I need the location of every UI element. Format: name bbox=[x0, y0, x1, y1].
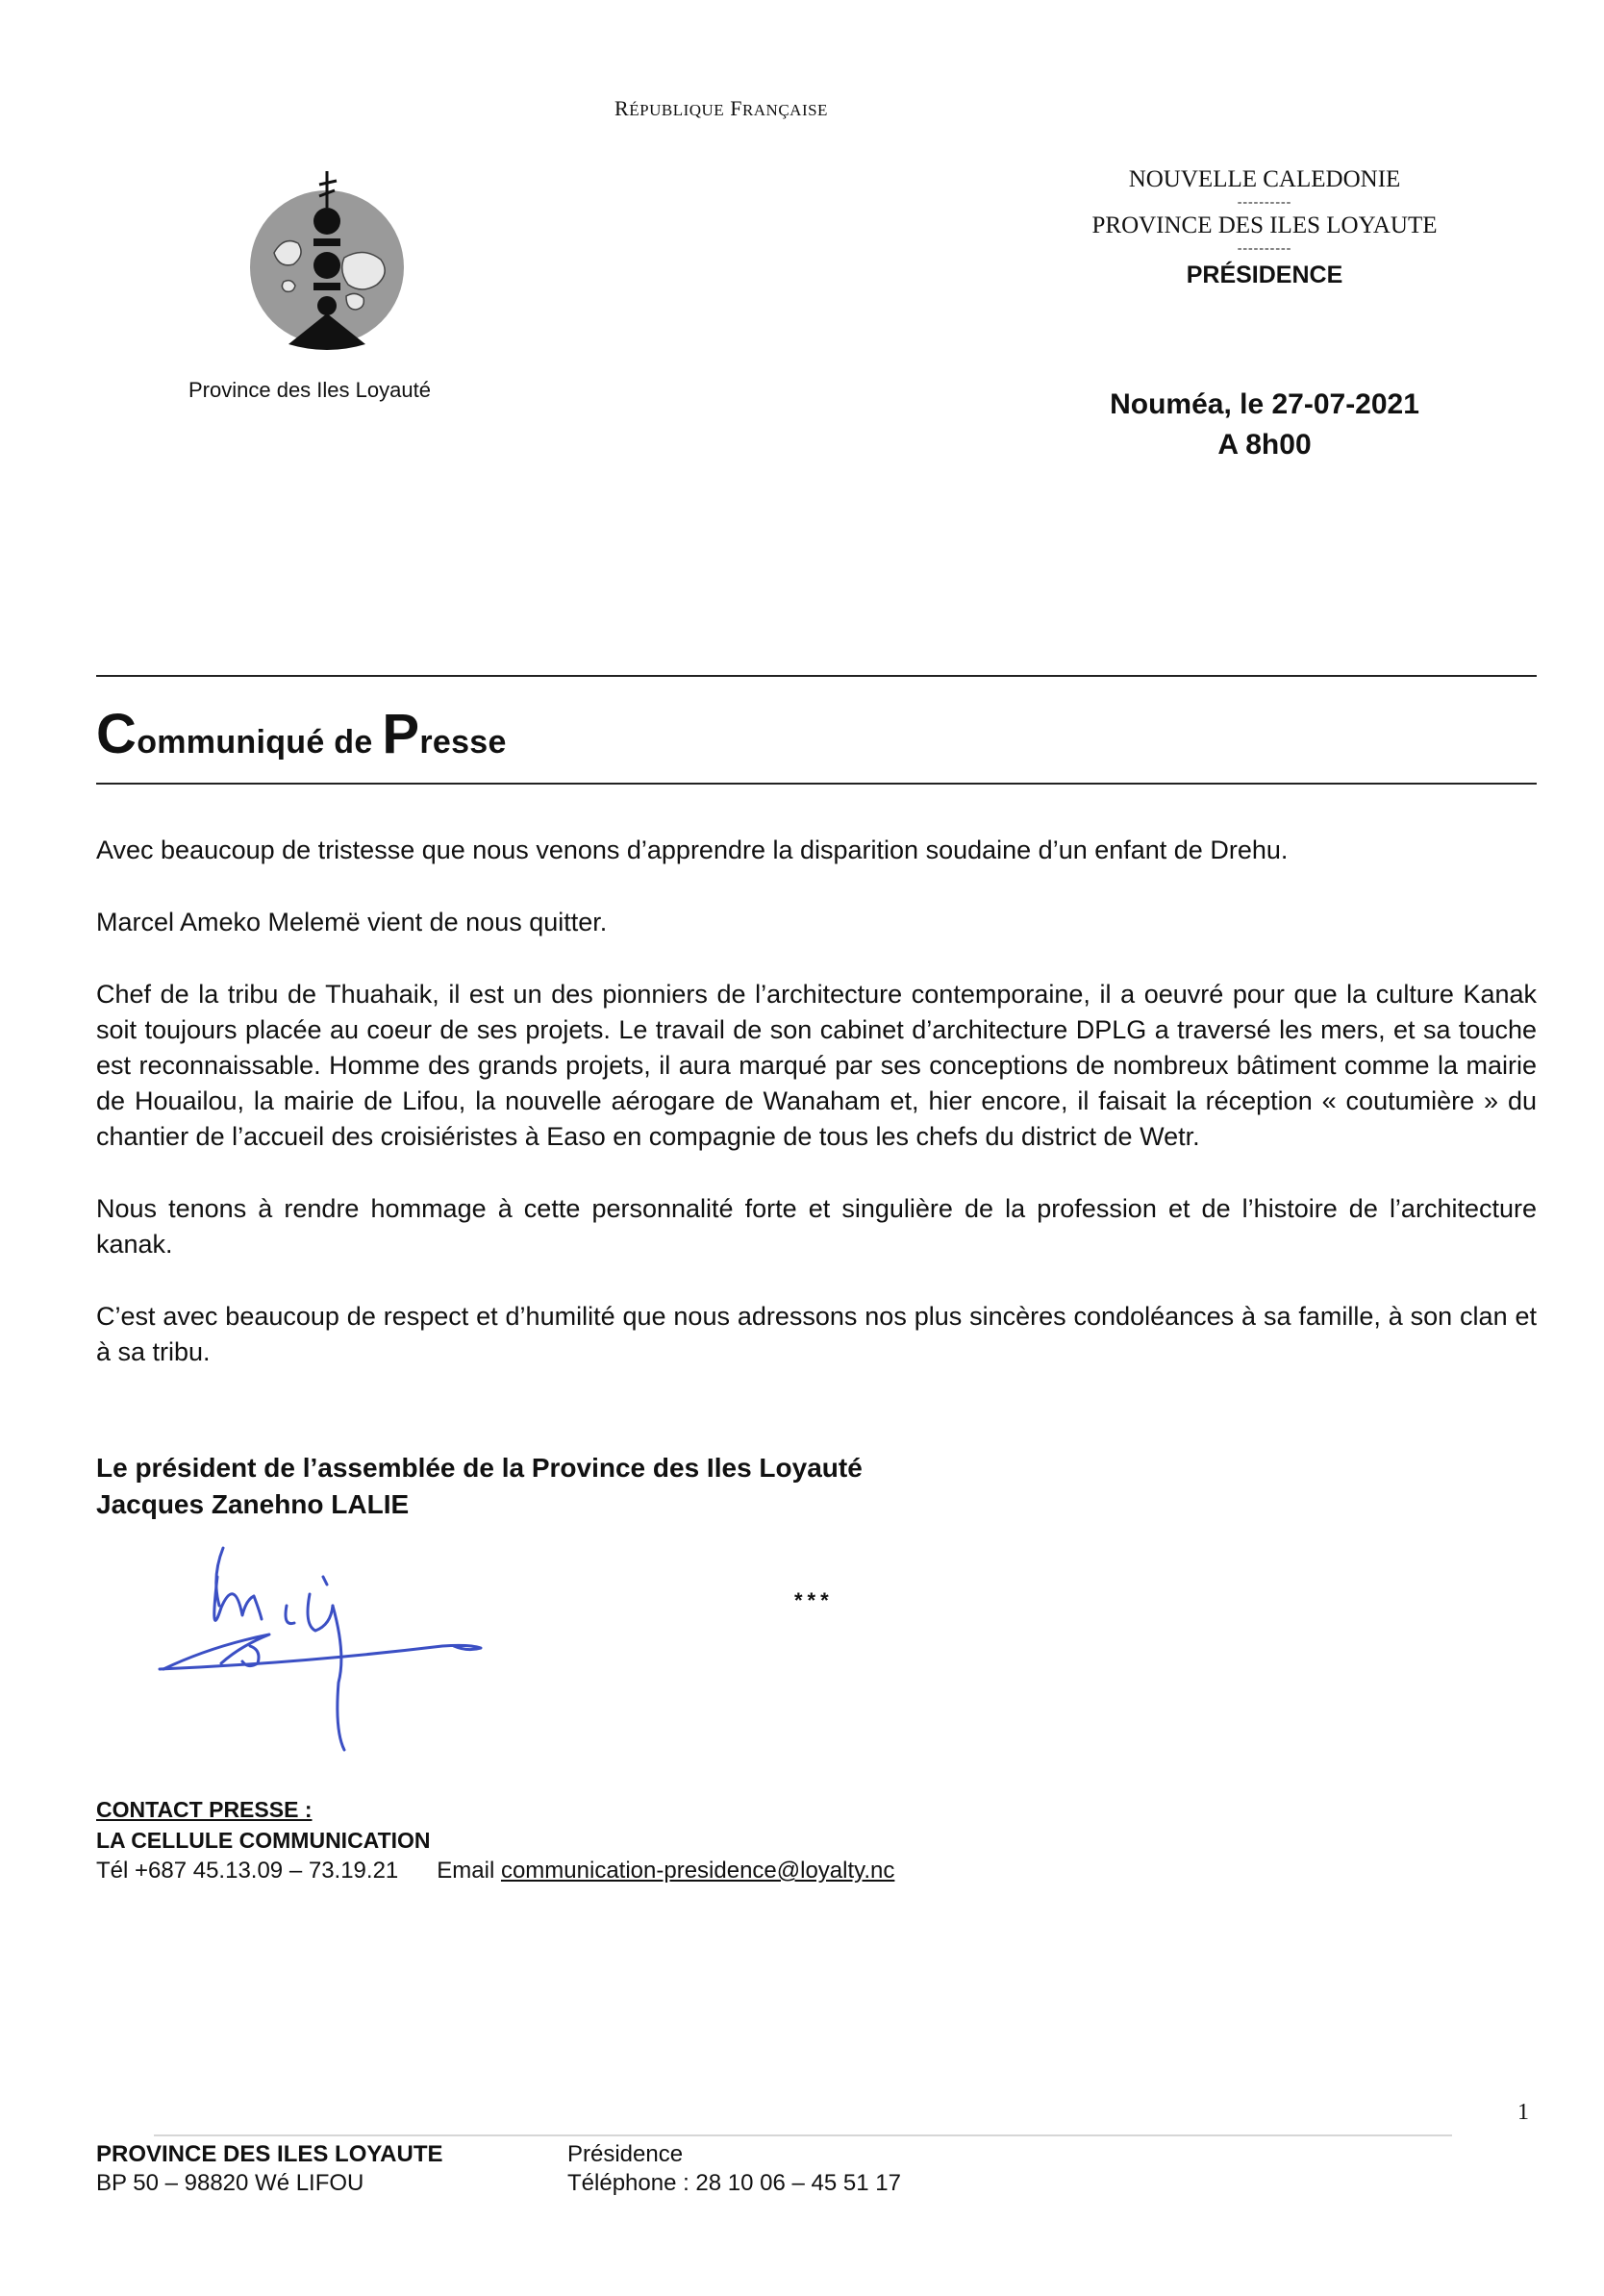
footer-org: PROVINCE DES ILES LOYAUTE bbox=[96, 2141, 443, 2167]
title-part-2: resse bbox=[419, 724, 507, 761]
title-cap-c: C bbox=[96, 703, 138, 765]
body-paragraph-2: Marcel Ameko Melemë vient de nous quitter. bbox=[96, 908, 608, 936]
issuer-line-province: PROVINCE DES ILES LOYAUTE bbox=[1091, 212, 1438, 238]
signatory bbox=[96, 1450, 863, 1523]
title-cap-p: P bbox=[382, 703, 420, 765]
contact-email-link[interactable]: communication-presidence@loyalty.nc bbox=[500, 1858, 895, 1884]
contact-cell: LA CELLULE COMMUNICATION bbox=[96, 1828, 431, 1853]
issuer-separator: ---------- bbox=[1237, 241, 1292, 256]
footer-postal: BP 50 – 98820 Wé LIFOU bbox=[96, 2170, 364, 2196]
issuer-line-presidence: PRÉSIDENCE bbox=[1186, 262, 1343, 288]
handwritten-signature-icon bbox=[154, 1538, 519, 1759]
body-paragraph-3: Chef de la tribu de Thuahaik, il est un des pionniers de l’architecture contemporaine, il a oeuvré pour que la culture Kanak soit toujours placée au coeur de ses projets. Le travail de son cabinet d’architecture DPLG a traversé les mers, et sa touche est reconnaissable. Homme des grands projets, il aura marqué par ses conceptions de nombreux bâtiment comme la mairie de Houailou, la mairie de Lifou, la nouvelle aérogare de Wanaham et, hier encore, il faisait la réception « coutumière » du chantier de l’accueil des croisiéristes à Easo en compagnie de tous les chefs du district de Wetr. bbox=[96, 980, 1537, 1151]
signatory-title: Le président de l’assemblée de la Province des Iles Loyauté bbox=[96, 1453, 863, 1483]
document-date: Nouméa, le 27-07-2021 bbox=[1110, 388, 1419, 420]
footer-divider bbox=[154, 2134, 1452, 2136]
contact-phone-line bbox=[96, 1856, 894, 1886]
title-part-1: ommuniqué de bbox=[137, 724, 383, 761]
body-paragraph-4: Nous tenons à rendre hommage à cette personnalité forte et singulière de la profession et de l’histoire de l’architecture kanak. bbox=[96, 1194, 1537, 1259]
body-paragraph-5: C’est avec beaucoup de respect et d’humilité que nous adressons nos plus sincères condoléances à sa famille, à son clan et à sa tribu. bbox=[96, 1302, 1537, 1366]
body-paragraph-1: Avec beaucoup de tristesse que nous venons d’apprendre la disparition soudaine d’un enfant de Drehu. bbox=[96, 836, 1289, 864]
republique-rest: ÉPUBLIQUE bbox=[629, 101, 725, 119]
footer-address bbox=[96, 2140, 443, 2198]
logo-caption: Province des Iles Loyauté bbox=[188, 378, 431, 402]
separator-stars: *** bbox=[794, 1588, 834, 1612]
document-time: A 8h00 bbox=[1217, 429, 1312, 461]
contact-phone: Tél +687 45.13.09 – 73.19.21 bbox=[96, 1858, 399, 1884]
republique-letter-r: R bbox=[614, 96, 630, 120]
title-rule-bottom bbox=[96, 783, 1537, 785]
press-release-body bbox=[96, 833, 1537, 1407]
issuer-line-caledonie: NOUVELLE CALEDONIE bbox=[1128, 166, 1401, 192]
press-contact bbox=[96, 1794, 894, 1886]
contact-email-label: Email bbox=[437, 1858, 495, 1884]
contact-heading: CONTACT PRESSE : bbox=[96, 1797, 313, 1822]
issuer-block bbox=[1010, 163, 1519, 294]
footer-department: Présidence bbox=[567, 2141, 684, 2167]
page-number: 1 bbox=[1517, 2100, 1529, 2125]
date-block bbox=[1010, 385, 1519, 465]
title-rule-top bbox=[96, 675, 1537, 677]
province-logo-icon bbox=[231, 152, 423, 363]
francaise-letter-f: F bbox=[730, 96, 742, 120]
francaise-rest: RANÇAISE bbox=[741, 101, 828, 119]
footer-phone: Téléphone : 28 10 06 – 45 51 17 bbox=[567, 2170, 901, 2196]
document-title bbox=[96, 702, 507, 766]
republique-francaise bbox=[0, 96, 1442, 121]
footer-contact bbox=[567, 2140, 901, 2198]
signatory-name: Jacques Zanehno LALIE bbox=[96, 1489, 410, 1519]
issuer-separator: ---------- bbox=[1237, 195, 1292, 210]
